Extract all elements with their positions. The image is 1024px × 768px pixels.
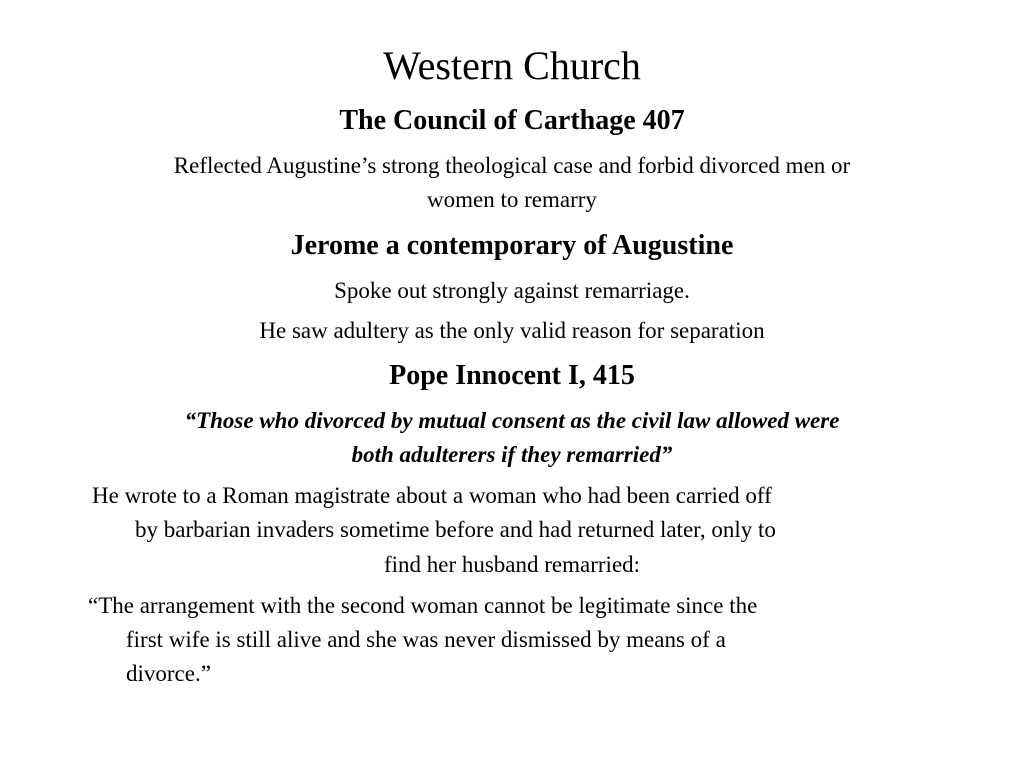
carthage-text-line-1: Reflected Augustine’s strong theological case and forbid divorced men or: [173, 153, 851, 178]
heading-jerome: Jerome a contemporary of Augustine: [290, 230, 734, 261]
final-quote-line-2: first wife is still alive and she was never dismissed by means of a: [126, 627, 726, 652]
magistrate-text-line-1: He wrote to a Roman magistrate about a woman who had been carried off: [92, 483, 772, 508]
heading-council-of-carthage: The Council of Carthage 407: [339, 105, 685, 136]
magistrate-text-line-2: by barbarian invaders sometime before and had returned later, only to: [135, 517, 776, 542]
innocent-quote-line-1: “Those who divorced by mutual consent as the civil law allowed were: [184, 408, 840, 433]
jerome-text-line-2: He saw adultery as the only valid reason for separation: [259, 318, 765, 343]
carthage-text-line-2: women to remarry: [427, 187, 597, 212]
innocent-quote-line-2: both adulterers if they remarried”: [351, 442, 673, 467]
final-quote-line-1: “The arrangement with the second woman cannot be legitimate since the: [88, 593, 758, 618]
final-quote-line-3: divorce.”: [126, 661, 211, 686]
slide-title: Western Church: [383, 43, 641, 88]
heading-pope-innocent: Pope Innocent I, 415: [389, 360, 635, 391]
jerome-text-line-1: Spoke out strongly against remarriage.: [334, 278, 690, 303]
magistrate-text-line-3: find her husband remarried:: [383, 552, 641, 577]
